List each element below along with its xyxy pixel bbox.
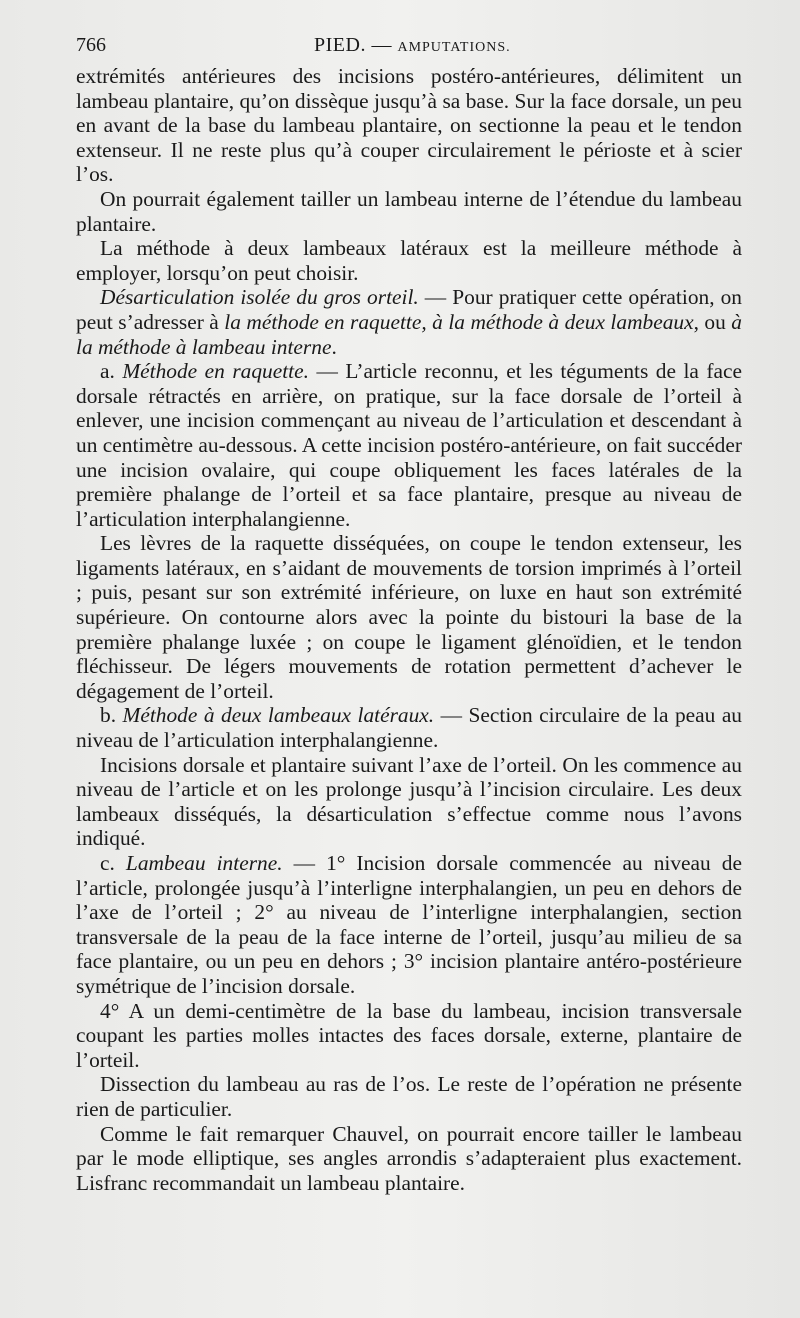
subsection-heading: Méthode à deux lambeaux latéraux. xyxy=(122,703,435,728)
running-title-separator: — xyxy=(371,34,392,56)
paragraph-text: . xyxy=(331,334,337,359)
paragraph: 4° A un demi-centimètre de la base du lambeau, incision transversale coupant les parties molles intactes des faces dorsale, externe, plantaire de l’orteil. xyxy=(76,998,742,1072)
paragraph-text: , ou xyxy=(693,309,732,334)
paragraph: Comme le fait remarquer Chauvel, on pourrait encore tailler le lambeau par le mode elliptique, ses angles arrondis s’adapteraient plus exactement. Lisfranc recommandait un lambeau plantaire. xyxy=(76,1121,742,1195)
running-head xyxy=(76,34,744,58)
paragraph-method-b xyxy=(76,703,742,752)
page-number: 766 xyxy=(76,34,106,56)
paragraph: La méthode à deux lambeaux latéraux est la meilleure méthode à employer, lorsqu’on peut choisir. xyxy=(76,236,742,285)
section-heading: Désarticulation isolée du gros orteil. xyxy=(100,285,419,310)
method-name: à la méthode à lambeau interne xyxy=(76,309,742,359)
paragraph-method-c xyxy=(76,851,742,999)
paragraph: Incisions dorsale et plantaire suivant l’axe de l’orteil. On les commence au niveau de l’article et on les prolonge jusqu’à l’incision circulaire. Les deux lambeaux disséqués, la désarticulation s’effectue comme nous l’avons indiqué. xyxy=(76,752,742,851)
paragraph-text: — Section circulaire de la peau au niveau de l’articulation interphalangienne. xyxy=(76,703,743,753)
paragraph: On pourrait également tailler un lambeau interne de l’étendue du lambeau plantaire. xyxy=(76,186,742,236)
item-letter: b. xyxy=(100,703,123,728)
paragraph-method-a xyxy=(76,359,742,531)
paragraph-disarticulation xyxy=(76,285,742,359)
item-letter: a. xyxy=(100,359,123,384)
item-letter: c. xyxy=(100,851,126,875)
paragraph-text: — L’article reconnu, et les téguments de la face dorsale rétractés en arrière, on pratique, sur la face dorsale de l’orteil à enlever, une incision commençant au niveau de l’articulation et descendant à un centimètre au-dessous. A cette incision postéro-antérieure, on fait succéder une incision ovalaire, qui coupe obliquement les faces latérales de la première phalange de l’orteil et sa face plantaire, presque au niveau de l’articulation interphalangienne. xyxy=(76,359,742,531)
running-title-main: PIED. xyxy=(314,34,366,56)
body-text xyxy=(76,64,742,1195)
running-title xyxy=(314,34,511,57)
paragraph: Les lèvres de la raquette disséquées, on coupe le tendon extenseur, les ligaments latéraux, en s’aidant de mouvements de torsion imprimés à l’orteil ; puis, pesant sur son extrémité inférieure, on luxe en haut son extrémité supérieure. On contourne alors avec la pointe du bistouri la base de la première phalange luxée ; on coupe le ligament glénoïdien, et le tendon fléchisseur. De légers mouvements de rotation permettent d’achever le dégagement de l’orteil. xyxy=(76,531,742,703)
paragraph-text: — 1° Incision dorsale commencée au niveau de l’article, prolongée jusqu’à l’interligne interphalangien, un peu en dehors de l’axe de l’orteil ; 2° au niveau de l’interligne interphalangien, section transversale de la peau de la face interne de l’orteil, jusqu’au milieu de sa face plantaire, ou un peu en dehors ; 3° incision plantaire antéro-postérieure symétrique de l’incision dorsale. xyxy=(76,851,743,998)
subsection-heading: Lambeau interne. xyxy=(125,851,283,875)
paragraph-continued: extrémités antérieures des incisions postéro-antérieures, délimitent un lambeau plantaire, qu’on dissèque jusqu’à sa base. Sur la face dorsale, un peu en avant de la base du lambeau plantaire, on sectionne la peau et le tendon extenseur. Il ne reste plus qu’à couper circulairement le périoste et à scier l’os. xyxy=(76,64,742,187)
running-title-section: AMPUTATIONS. xyxy=(397,40,511,55)
subsection-heading: Méthode en raquette. xyxy=(122,359,309,384)
method-names: la méthode en raquette, à la méthode à deux lambeaux xyxy=(224,309,694,334)
paragraph-text: — Pour pratiquer cette opération, on peut s’adresser à xyxy=(76,285,743,334)
paragraph: Dissection du lambeau au ras de l’os. Le reste de l’opération ne présente rien de particulier. xyxy=(76,1072,742,1121)
